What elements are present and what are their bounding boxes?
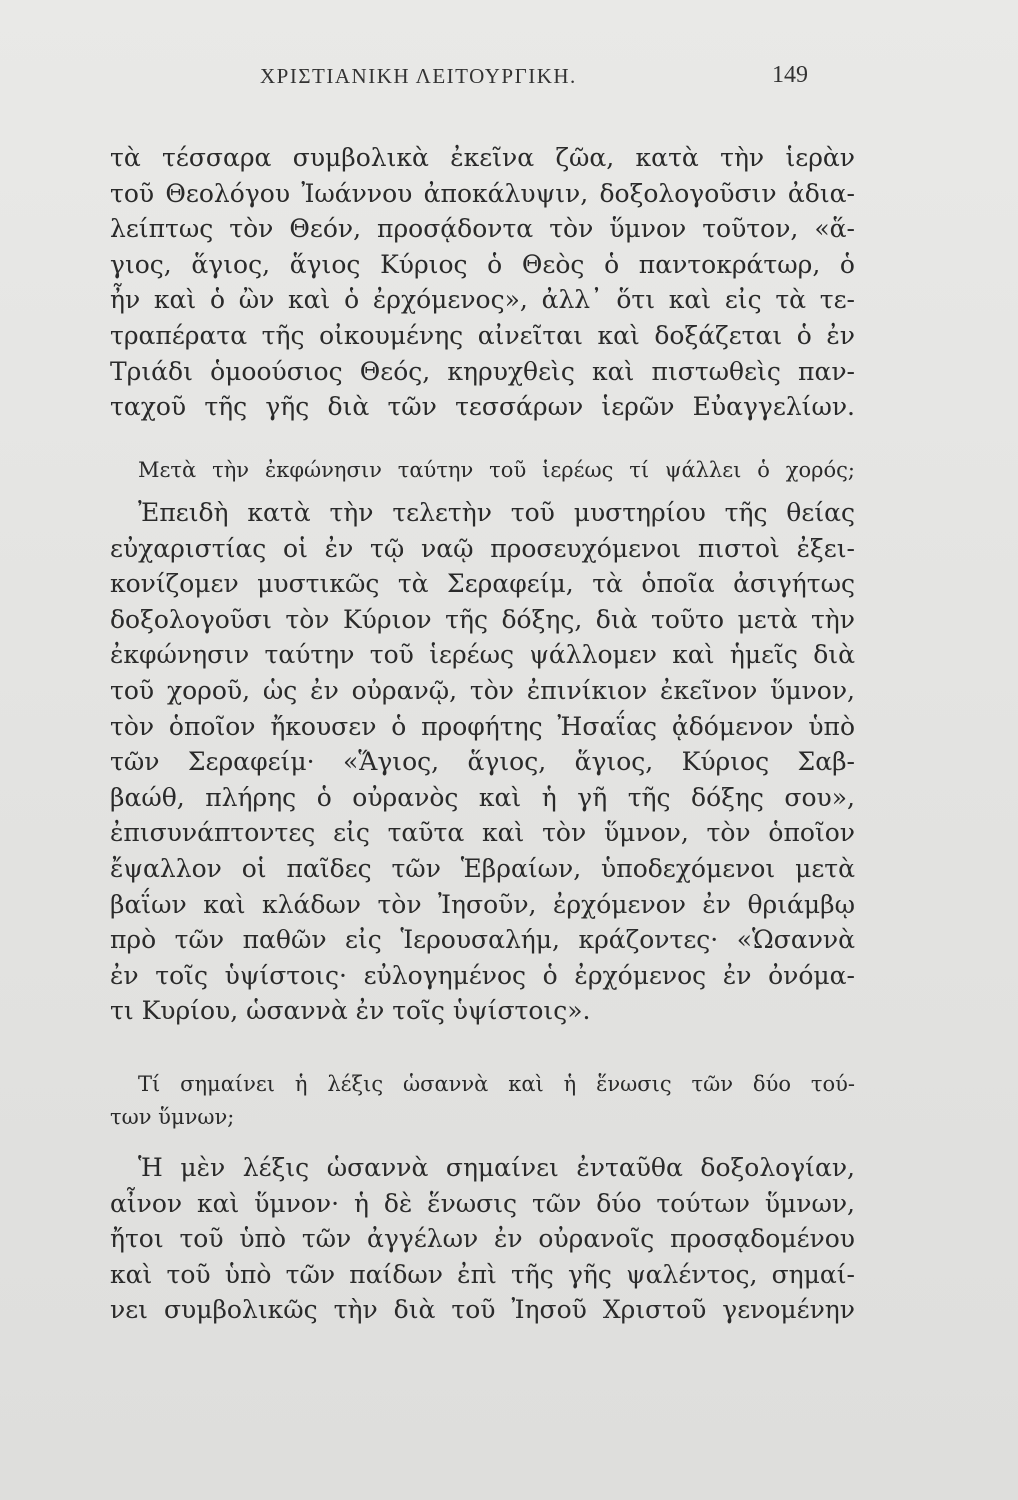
paragraph-3: [110, 1150, 855, 1328]
text-line: ἐπισυνάπτοντες εἰς ταῦτα καὶ τὸν ὕμνον, τὸν ὁποῖον: [110, 818, 855, 848]
text-line: Ἡ μὲν λέξις ὡσαννὰ σημαίνει ἐνταῦθα δοξολογίαν,: [138, 1153, 855, 1182]
text-line: ἤτοι τοῦ ὑπὸ τῶν ἀγγέλων ἐν οὐρανοῖς προσᾳδομένου: [110, 1224, 855, 1254]
paragraph-2: [110, 495, 855, 1029]
text-line: ἐν τοῖς ὑψίστοις· εὐλογημένος ὁ ἐρχόμενος ἐν ὀνόμα-: [110, 960, 855, 990]
text-line: τῶν Σεραφείμ· «Ἅγιος, ἅγιος, ἅγιος, Κύριος Σαβ-: [110, 747, 855, 777]
text-line: τοῦ Θεολόγου Ἰωάννου ἀποκάλυψιν, δοξολογοῦσιν ἀδια-: [110, 178, 855, 208]
text-line: τοῦ χοροῦ, ὡς ἐν οὐρανῷ, τὸν ἐπινίκιον ἐκεῖνον ὕμνον,: [110, 675, 855, 705]
question-1: [110, 454, 855, 487]
text-line: Ἐπειδὴ κατὰ τὴν τελετὴν τοῦ μυστηρίου τῆς θείας: [138, 498, 855, 527]
running-head: ΧΡΙΣΤΙΑΝΙΚΗ ΛΕΙΤΟΥΡΓΙΚΗ.: [260, 64, 577, 88]
question-2: [110, 1068, 855, 1134]
text-line: βαώθ, πλήρης ὁ οὐρανὸς καὶ ἡ γῆ τῆς δόξης σου»,: [110, 782, 855, 812]
question-line: Μετὰ τὴν ἐκφώνησιν ταύτην τοῦ ἱερέως τί ψάλλει ὁ χορός;: [138, 458, 855, 482]
text-line: καὶ τοῦ ὑπὸ τῶν παίδων ἐπὶ τῆς γῆς ψαλέντος, σημαί-: [110, 1259, 855, 1289]
text-line: πρὸ τῶν παθῶν εἰς Ἱερουσαλήμ, κράζοντες· «Ὡσαννὰ: [110, 925, 855, 955]
page-header: [0, 60, 1018, 100]
text-line: λείπτως τὸν Θεόν, προσᾴδοντα τὸν ὕμνον τοῦτον, «ἅ-: [110, 214, 855, 244]
text-line: κονίζομεν μυστικῶς τὰ Σεραφείμ, τὰ ὁποῖα ἀσιγήτως: [110, 569, 855, 599]
text-line: εὐχαριστίας οἱ ἐν τῷ ναῷ προσευχόμενοι πιστοὶ ἐξει-: [110, 533, 855, 563]
text-line: ἦν καὶ ὁ ὢν καὶ ὁ ἐρχόμενος», ἀλλ᾽ ὅτι καὶ εἰς τὰ τε-: [110, 285, 855, 315]
text-line: ἐκφώνησιν ταύτην τοῦ ἱερέως ψάλλομεν καὶ ἡμεῖς διὰ: [110, 640, 855, 670]
text-line: βαΐων καὶ κλάδων τὸν Ἰησοῦν, ἐρχόμενον ἐν θριάμβῳ: [110, 889, 855, 919]
text-line: ταχοῦ τῆς γῆς διὰ τῶν τεσσάρων ἱερῶν Εὐαγγελίων.: [110, 392, 855, 422]
text-line: τὰ τέσσαρα συμβολικὰ ἐκεῖνα ζῶα, κατὰ τὴν ἱερὰν: [110, 143, 855, 172]
text-line: ἔψαλλον οἱ παῖδες τῶν Ἑβραίων, ὑποδεχόμενοι μετὰ: [110, 853, 855, 883]
text-line: νει συμβολικῶς τὴν διὰ τοῦ Ἰησοῦ Χριστοῦ γενομένην: [110, 1295, 855, 1325]
text-line: τι Κυρίου, ὡσαννὰ ἐν τοῖς ὑψίστοις».: [110, 996, 591, 1026]
text-line: Τριάδι ὁμοούσιος Θεός, κηρυχθεὶς καὶ πιστωθεὶς παν-: [110, 356, 855, 386]
text-line: αἶνον καὶ ὕμνον· ἡ δὲ ἕνωσις τῶν δύο τούτων ὕμνων,: [110, 1188, 855, 1218]
question-line: των ὕμνων;: [110, 1105, 235, 1129]
text-line: τὸν ὁποῖον ἤκουσεν ὁ προφήτης Ἠσαΐας ᾀδόμενον ὑπὸ: [110, 711, 855, 741]
text-line: δοξολογοῦσι τὸν Κύριον τῆς δόξης, διὰ τοῦτο μετὰ τὴν: [110, 604, 855, 634]
text-line: τραπέρατα τῆς οἰκουμένης αἰνεῖται καὶ δοξάζεται ὁ ἐν: [110, 320, 855, 350]
text-line: γιος, ἅγιος, ἅγιος Κύριος ὁ Θεὸς ὁ παντοκράτωρ, ὁ: [110, 249, 855, 279]
page-number: 149: [772, 62, 808, 88]
paragraph-1: [110, 140, 855, 425]
question-line: Τί σημαίνει ἡ λέξις ὡσαννὰ καὶ ἡ ἕνωσις τῶν δύο τού-: [138, 1072, 855, 1096]
